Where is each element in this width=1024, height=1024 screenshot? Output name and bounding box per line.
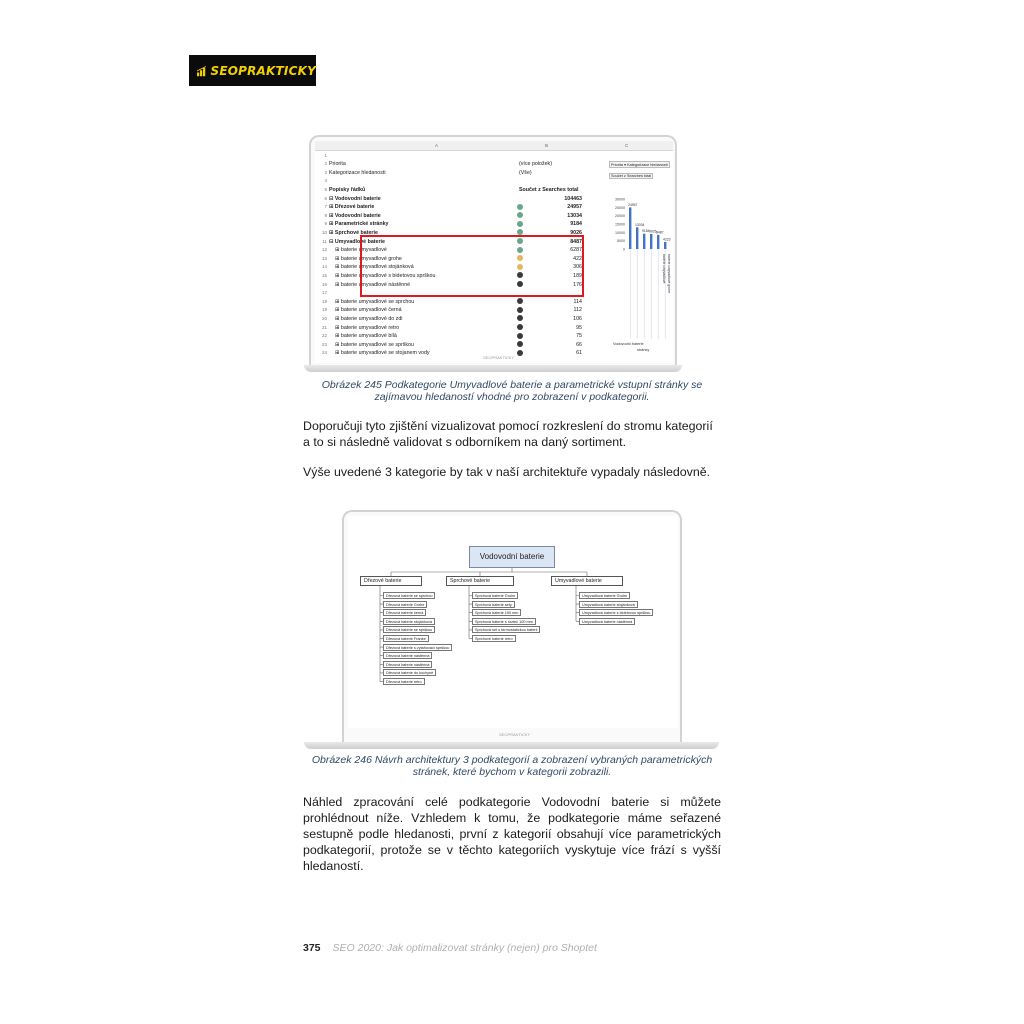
- row-number: 1: [324, 152, 327, 158]
- row-value: 9026: [570, 229, 582, 236]
- bar-label: 4223: [663, 237, 671, 242]
- row-label: ⊞ baterie umyvadlové bílá: [335, 333, 397, 340]
- row-label: Popisky řádků: [329, 186, 366, 193]
- row-label: ⊞ Dřezové baterie: [329, 204, 375, 211]
- row-value: 8487: [570, 238, 582, 245]
- tree-leaf-node: Umyvadlová baterie stojánková: [579, 601, 638, 608]
- paragraph: Náhled zpracování celé podkategorie Vodovodní baterie si můžete prohlédnout níže. Vzhledem k tomu, že podkategorie máme seřazené sestupně podle hledanosti, první z kategorií obsahují více parametrických podkategorií, protože se v těchto kategoriích vyskytuje více frází s vyšší hledaností.: [303, 795, 721, 873]
- page-footer: [303, 942, 597, 954]
- tree-leaf-node: Dřezová baterie Grohe: [383, 601, 427, 608]
- row-label: ⊞ baterie umyvadlové se stojanem vody: [335, 350, 430, 357]
- row-label: ⊞ baterie umyvadlové grohe: [335, 255, 402, 262]
- row-label: ⊞ baterie umyvadlové do zdi: [335, 315, 403, 322]
- row-label: ⊞ Sprchové baterie: [329, 229, 378, 236]
- row-label: ⊞ baterie umyvadlové s bidetovou sprškou: [335, 272, 436, 279]
- bar-label: 9026: [649, 229, 657, 234]
- rotated-axis-label: baterie umyvadlové: [662, 254, 666, 284]
- row-value: 24957: [567, 204, 582, 211]
- tree-leaf-node: Dřezová baterie nástěnná: [383, 661, 432, 668]
- row-value: Součet z Searches total: [519, 186, 579, 193]
- tree-leaf-node: Umyvadlová baterie Grohe: [579, 592, 630, 599]
- y-tick-label: 20000: [615, 214, 625, 219]
- row-number: 16: [321, 281, 327, 287]
- row-number: 11: [322, 238, 327, 244]
- figure-caption: Obrázek 246 Návrh architektury 3 podkategorií a zobrazení vybraných parametrických stránek, které bychom v kategorii zobrazili.: [311, 754, 713, 778]
- paragraph: Výše uvedené 3 kategorie by tak v naší architektuře vypadaly následovně.: [303, 465, 711, 479]
- row-label: ⊞ baterie umyvadlové se sprškou: [335, 341, 414, 348]
- screen-brand: SEOPRAKTICKY: [483, 355, 515, 360]
- bar-label: 9184: [642, 229, 650, 234]
- row-label: ⊞ baterie umyvadlové nástěnné: [335, 281, 411, 288]
- row-label: ⊞ baterie umyvadlové: [335, 247, 387, 254]
- page-number: 375: [303, 942, 321, 954]
- row-number: 20: [321, 315, 327, 321]
- row-number: 2: [324, 161, 327, 167]
- row-label: Priorita: [329, 161, 346, 168]
- chart-filter-label: Priorita: [611, 163, 624, 167]
- bar: [629, 207, 631, 249]
- tree-leaf-node: Umyvadlová baterie s bidetovou sprškou: [579, 609, 653, 616]
- row-value: 176: [573, 281, 582, 288]
- row-number: 7: [324, 204, 327, 210]
- rotated-axis-label: baterie umyvadlové grohe: [667, 254, 671, 294]
- row-label: ⊟ Vodovodní baterie: [329, 195, 381, 202]
- row-value: 112: [573, 307, 582, 314]
- row-value: 422: [573, 255, 582, 262]
- book-title: SEO 2020: Jak optimalizovat stránky (nejen) pro Shoptet: [332, 942, 597, 954]
- row-label: ⊞ Vodovodní baterie: [329, 212, 381, 219]
- column-header: A: [435, 143, 439, 148]
- tree-leaf-node: Dřezová baterie do kuchyně: [383, 669, 436, 676]
- tree-leaf-node: Dřezová baterie retro: [383, 678, 425, 685]
- row-number: 18: [321, 298, 327, 304]
- row-number: 4: [324, 178, 327, 184]
- tree-leaf-node: Dřezová baterie stojánková: [383, 618, 435, 625]
- chart-filter-value: Kategorizace hledanosti: [627, 163, 668, 167]
- screen-brand: SEOPRAKTICKY: [499, 732, 531, 737]
- row-number: 23: [321, 341, 327, 347]
- row-value: 114: [573, 298, 582, 305]
- laptop-base: [304, 365, 682, 372]
- figure-laptop-tree: [304, 510, 719, 750]
- mini-bar-chart: [605, 179, 673, 359]
- y-tick-label: 15000: [615, 222, 625, 227]
- y-tick-label: 10000: [615, 230, 625, 235]
- row-value: 106: [573, 315, 582, 322]
- tree-root: Vodovodní baterie: [469, 546, 555, 568]
- y-tick-label: 5000: [617, 239, 625, 244]
- column-header-bar: [315, 141, 673, 151]
- tree-branch-node: Sprchové baterie: [446, 576, 514, 586]
- row-number: 12: [321, 247, 327, 253]
- tree-leaf-node: Dřezová baterie černá: [383, 609, 426, 616]
- row-value: (více položek): [519, 161, 552, 168]
- row-number: 17: [321, 290, 327, 296]
- bar: [657, 235, 659, 249]
- figure-caption: Obrázek 245 Podkategorie Umyvadlové baterie a parametrické vstupní stránky se zajímavou hledaností vhodné pro zobrazení v podkategorii.: [321, 379, 703, 403]
- row-value: (Vše): [519, 169, 532, 176]
- tree-leaf-node: Dřezová baterie Franke: [383, 635, 429, 642]
- row-value: 61: [576, 350, 582, 357]
- row-value: 9184: [570, 221, 582, 228]
- bar-label: 24957: [628, 202, 638, 207]
- row-label: ⊞ baterie umyvadlové retro: [335, 324, 400, 331]
- row-number: 9: [324, 221, 327, 227]
- tree-leaf-node: Dřezová baterie nástěnná: [383, 652, 432, 659]
- tree-leaf-node: Sprchová baterie s rozteč 100 mm: [472, 618, 536, 625]
- tree-leaf-node: Sprchová baterie 150 mm: [472, 609, 521, 616]
- bar: [664, 242, 666, 249]
- x-axis-label: Vodovodní baterie: [613, 342, 644, 346]
- row-value: 13034: [567, 212, 582, 219]
- row-number: 10: [321, 229, 327, 235]
- logo-text: SEOPRAKTICKY: [210, 63, 316, 78]
- row-number: 6: [324, 195, 327, 201]
- tree-leaf-node: Sprchová baterie Grohe: [472, 592, 518, 599]
- axis-title: stránky: [637, 348, 650, 352]
- row-number: 21: [321, 324, 327, 330]
- figure-laptop-spreadsheet: [304, 135, 682, 373]
- tree-leaf-node: Dřezová baterie s vytahovací sprškou: [383, 644, 452, 651]
- tree-leaf-node: Dřezová baterie se sprškou: [383, 626, 435, 633]
- row-number: 5: [324, 186, 327, 192]
- row-number: 8: [324, 212, 327, 218]
- y-tick-label: 30000: [615, 197, 625, 202]
- tree-leaf-node: Sprchová baterie sety: [472, 601, 515, 608]
- logo: [189, 55, 316, 86]
- row-value: 104463: [564, 195, 582, 202]
- laptop-base: [304, 742, 719, 749]
- logo-bars-icon: [197, 64, 207, 78]
- bar: [636, 227, 638, 249]
- tree-branch-node: Dřezové baterie: [360, 576, 422, 586]
- row-value: 189: [573, 272, 582, 279]
- row-label: ⊞ baterie umyvadlové černá: [335, 307, 402, 314]
- tree-leaf-node: Umyvadlová baterie nástěnná: [579, 618, 635, 625]
- row-number: 15: [321, 272, 327, 278]
- bar-label: 8487: [656, 230, 664, 235]
- pivot-chart: [605, 159, 673, 359]
- row-value: 75: [576, 333, 582, 340]
- tree-leaf-node: Sprchové baterie retro: [472, 635, 516, 642]
- row-number: 22: [321, 333, 327, 339]
- bar: [650, 234, 652, 249]
- tree-leaf-node: Sprchová set s termostatickou baterií: [472, 626, 540, 633]
- bar-label: 13034: [635, 222, 645, 227]
- tree-leaf-node: Dřezová baterie se sprchou: [383, 592, 435, 599]
- bar: [643, 234, 645, 249]
- row-number: 24: [321, 350, 327, 356]
- row-label: ⊟ Umyvadlové baterie: [329, 238, 385, 245]
- row-number: 14: [321, 264, 327, 270]
- row-value: 66: [576, 341, 582, 348]
- category-tree: [348, 516, 678, 728]
- row-value: 306: [573, 264, 582, 271]
- row-number: 3: [324, 169, 327, 175]
- row-number: 13: [321, 255, 327, 261]
- chart-legend: Součet z Searches total: [611, 174, 652, 178]
- row-label: Kategorizace hledanosti: [329, 169, 386, 176]
- chart-filter: Priorita ▾ Kategorizace hledanosti: [611, 163, 668, 167]
- row-label: ⊞ baterie umyvadlové se sprchou: [335, 298, 415, 305]
- row-value: 6287: [570, 247, 582, 254]
- row-number: 19: [321, 307, 327, 313]
- y-tick-label: 25000: [615, 205, 625, 210]
- column-header: C: [625, 143, 629, 148]
- y-tick-label: 0: [623, 247, 625, 252]
- column-header: B: [545, 143, 549, 148]
- tree-branch-node: Umyvadlové baterie: [551, 576, 623, 586]
- highlight-box: [360, 235, 584, 297]
- row-value: 95: [576, 324, 582, 331]
- paragraph: Doporučuji tyto zjištění vizualizovat pomocí rozkreslení do stromu kategorií a to si následně validovat s odborníkem na daný sortiment.: [303, 419, 713, 449]
- row-label: ⊞ Parametrické stránky: [329, 221, 389, 228]
- row-label: ⊞ baterie umyvadlové stojánková: [335, 264, 414, 271]
